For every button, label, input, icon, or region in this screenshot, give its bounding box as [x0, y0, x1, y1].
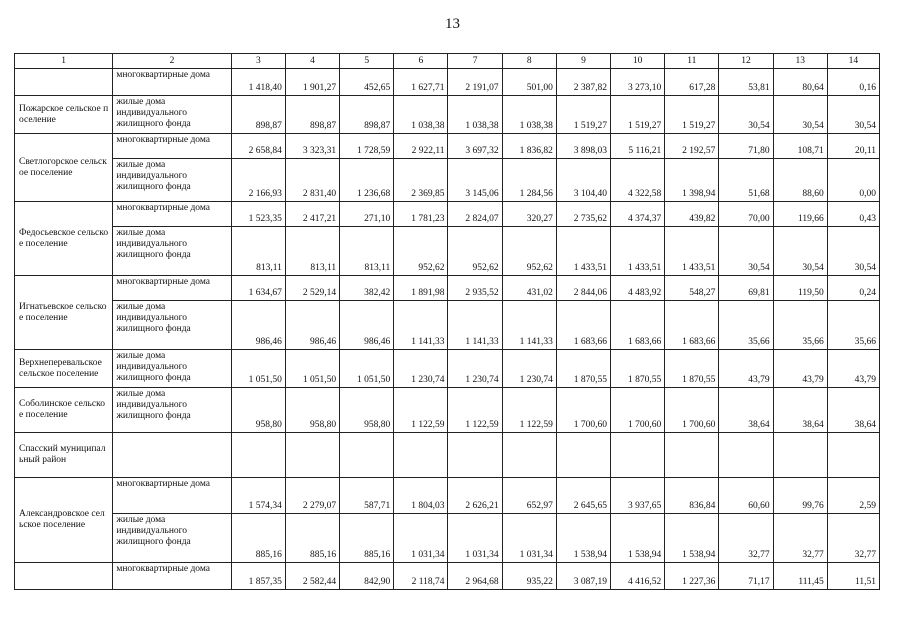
value-cell: 3 087,19 [556, 563, 610, 590]
value-cell: 1 227,36 [665, 563, 719, 590]
table-row [15, 227, 880, 276]
housing-type: жилые дома индивидуального жилищного фонда [113, 514, 231, 563]
value-cell: 60,60 [719, 478, 773, 514]
table-row [15, 433, 880, 478]
table-row [15, 514, 880, 563]
column-header: 6 [394, 54, 448, 69]
settlement-name: Пожарское сельское поселение [15, 96, 113, 134]
column-header: 12 [719, 54, 773, 69]
settlement-name: Федосьевское сельское поселение [15, 202, 113, 276]
housing-type: жилые дома индивидуального жилищного фонда [113, 301, 231, 350]
value-cell: 0,16 [827, 69, 879, 96]
value-cell: 1 781,23 [394, 202, 448, 227]
value-cell: 1 122,59 [448, 388, 502, 433]
value-cell: 3 145,06 [448, 159, 502, 202]
value-cell: 30,54 [827, 227, 879, 276]
value-cell: 1 891,98 [394, 276, 448, 301]
value-cell: 898,87 [340, 96, 394, 134]
column-header: 10 [611, 54, 665, 69]
settlement-name: Светлогорское сельское поселение [15, 134, 113, 202]
value-cell: 382,42 [340, 276, 394, 301]
value-cell: 2 166,93 [231, 159, 285, 202]
column-header: 14 [827, 54, 879, 69]
housing-type: многоквартирные дома [113, 202, 231, 227]
value-cell: 32,77 [827, 514, 879, 563]
column-header: 8 [502, 54, 556, 69]
settlement-name: Спасский муниципальный район [15, 433, 113, 478]
value-cell: 43,79 [773, 350, 827, 388]
value-cell: 501,00 [502, 69, 556, 96]
table-row [15, 478, 880, 514]
value-cell: 958,80 [340, 388, 394, 433]
value-cell: 1 728,59 [340, 134, 394, 159]
value-cell: 4 322,58 [611, 159, 665, 202]
value-cell: 71,80 [719, 134, 773, 159]
column-header: 3 [231, 54, 285, 69]
value-cell: 439,82 [665, 202, 719, 227]
value-cell: 1 683,66 [556, 301, 610, 350]
value-cell: 885,16 [285, 514, 339, 563]
value-cell: 885,16 [340, 514, 394, 563]
value-cell: 842,90 [340, 563, 394, 590]
value-cell: 43,79 [719, 350, 773, 388]
housing-type: жилые дома индивидуального жилищного фонда [113, 388, 231, 433]
value-cell: 1 051,50 [340, 350, 394, 388]
value-cell: 1 870,55 [556, 350, 610, 388]
table-row [15, 69, 880, 96]
value-cell: 5 116,21 [611, 134, 665, 159]
value-cell: 813,11 [231, 227, 285, 276]
value-cell: 0,00 [827, 159, 879, 202]
column-header: 1 [15, 54, 113, 69]
value-cell [665, 433, 719, 478]
value-cell [611, 433, 665, 478]
value-cell: 71,17 [719, 563, 773, 590]
value-cell: 1 031,34 [448, 514, 502, 563]
housing-type: многоквартирные дома [113, 134, 231, 159]
value-cell: 3 104,40 [556, 159, 610, 202]
value-cell: 2 626,21 [448, 478, 502, 514]
housing-type: жилые дома индивидуального жилищного фонда [113, 227, 231, 276]
housing-type: жилые дома индивидуального жилищного фонда [113, 96, 231, 134]
value-cell: 952,62 [502, 227, 556, 276]
value-cell: 958,80 [231, 388, 285, 433]
value-cell: 1 870,55 [665, 350, 719, 388]
value-cell: 1 038,38 [394, 96, 448, 134]
value-cell: 986,46 [231, 301, 285, 350]
value-cell: 2 922,11 [394, 134, 448, 159]
value-cell: 2 417,21 [285, 202, 339, 227]
value-cell: 1 700,60 [665, 388, 719, 433]
settlement-name: Александровское сельское поселение [15, 478, 113, 563]
value-cell: 2 964,68 [448, 563, 502, 590]
value-cell: 952,62 [394, 227, 448, 276]
value-cell: 2 582,44 [285, 563, 339, 590]
value-cell: 1 523,35 [231, 202, 285, 227]
value-cell: 548,27 [665, 276, 719, 301]
table-row [15, 134, 880, 159]
page-number: 13 [445, 16, 460, 32]
value-cell: 1 519,27 [611, 96, 665, 134]
value-cell: 1 051,50 [285, 350, 339, 388]
value-cell: 2 831,40 [285, 159, 339, 202]
value-cell: 1 700,60 [556, 388, 610, 433]
column-number-row [15, 54, 880, 69]
value-cell: 35,66 [827, 301, 879, 350]
value-cell: 320,27 [502, 202, 556, 227]
value-cell: 108,71 [773, 134, 827, 159]
value-cell: 1 236,68 [340, 159, 394, 202]
column-header: 9 [556, 54, 610, 69]
housing-type: многоквартирные дома [113, 69, 231, 96]
value-cell: 3 323,31 [285, 134, 339, 159]
housing-type: многоквартирные дома [113, 478, 231, 514]
table-row [15, 563, 880, 590]
value-cell: 80,64 [773, 69, 827, 96]
housing-type: жилые дома индивидуального жилищного фонда [113, 350, 231, 388]
value-cell: 4 374,37 [611, 202, 665, 227]
value-cell: 1 122,59 [502, 388, 556, 433]
value-cell: 935,22 [502, 563, 556, 590]
table-row [15, 301, 880, 350]
value-cell: 38,64 [773, 388, 827, 433]
value-cell: 2 735,62 [556, 202, 610, 227]
value-cell: 1 574,34 [231, 478, 285, 514]
value-cell: 99,76 [773, 478, 827, 514]
value-cell: 1 901,27 [285, 69, 339, 96]
value-cell: 898,87 [231, 96, 285, 134]
value-cell: 1 122,59 [394, 388, 448, 433]
value-cell: 885,16 [231, 514, 285, 563]
value-cell: 1 634,67 [231, 276, 285, 301]
value-cell: 2 935,52 [448, 276, 502, 301]
value-cell: 2 192,57 [665, 134, 719, 159]
value-cell: 2 645,65 [556, 478, 610, 514]
value-cell: 1 031,34 [394, 514, 448, 563]
settlement-name: Верхнеперевальское сельское поселение [15, 350, 113, 388]
value-cell: 1 683,66 [611, 301, 665, 350]
value-cell: 119,66 [773, 202, 827, 227]
value-cell: 3 937,65 [611, 478, 665, 514]
value-cell [394, 433, 448, 478]
value-cell: 3 697,32 [448, 134, 502, 159]
value-cell: 32,77 [773, 514, 827, 563]
value-cell: 1 627,71 [394, 69, 448, 96]
value-cell: 813,11 [340, 227, 394, 276]
value-cell: 35,66 [719, 301, 773, 350]
value-cell: 119,50 [773, 276, 827, 301]
value-cell: 431,02 [502, 276, 556, 301]
value-cell: 1 700,60 [611, 388, 665, 433]
value-cell: 3 898,03 [556, 134, 610, 159]
column-header: 13 [773, 54, 827, 69]
value-cell [773, 433, 827, 478]
value-cell: 35,66 [773, 301, 827, 350]
table-row [15, 276, 880, 301]
value-cell: 2,59 [827, 478, 879, 514]
value-cell: 1 038,38 [448, 96, 502, 134]
value-cell: 1 418,40 [231, 69, 285, 96]
value-cell: 70,00 [719, 202, 773, 227]
value-cell: 1 538,94 [611, 514, 665, 563]
value-cell: 1 519,27 [556, 96, 610, 134]
value-cell: 1 398,94 [665, 159, 719, 202]
column-header: 5 [340, 54, 394, 69]
value-cell: 30,54 [773, 227, 827, 276]
value-cell: 38,64 [827, 388, 879, 433]
table-row [15, 388, 880, 433]
settlement-name: Игнатьевское сельское поселение [15, 276, 113, 350]
value-cell [719, 433, 773, 478]
value-cell: 1 433,51 [611, 227, 665, 276]
value-cell: 32,77 [719, 514, 773, 563]
value-cell: 1 031,34 [502, 514, 556, 563]
value-cell: 1 538,94 [665, 514, 719, 563]
value-cell: 1 230,74 [394, 350, 448, 388]
value-cell: 30,54 [719, 227, 773, 276]
value-cell: 0,43 [827, 202, 879, 227]
value-cell: 38,64 [719, 388, 773, 433]
value-cell: 1 857,35 [231, 563, 285, 590]
settlement-name: Соболинское сельское поселение [15, 388, 113, 433]
value-cell: 88,60 [773, 159, 827, 202]
value-cell: 1 433,51 [556, 227, 610, 276]
value-cell: 1 804,03 [394, 478, 448, 514]
value-cell: 30,54 [773, 96, 827, 134]
value-cell: 952,62 [448, 227, 502, 276]
value-cell: 271,10 [340, 202, 394, 227]
value-cell: 1 519,27 [665, 96, 719, 134]
value-cell: 43,79 [827, 350, 879, 388]
settlement-name [15, 563, 113, 590]
value-cell: 51,68 [719, 159, 773, 202]
table-row [15, 202, 880, 227]
value-cell: 1 683,66 [665, 301, 719, 350]
value-cell: 898,87 [285, 96, 339, 134]
value-cell: 452,65 [340, 69, 394, 96]
value-cell: 617,28 [665, 69, 719, 96]
column-header: 7 [448, 54, 502, 69]
value-cell: 587,71 [340, 478, 394, 514]
column-header: 11 [665, 54, 719, 69]
value-cell: 1 284,56 [502, 159, 556, 202]
value-cell: 2 191,07 [448, 69, 502, 96]
value-cell: 1 433,51 [665, 227, 719, 276]
value-cell: 2 844,06 [556, 276, 610, 301]
value-cell: 836,84 [665, 478, 719, 514]
value-cell: 1 870,55 [611, 350, 665, 388]
tariff-table [14, 53, 880, 590]
value-cell: 53,81 [719, 69, 773, 96]
value-cell [502, 433, 556, 478]
value-cell: 11,51 [827, 563, 879, 590]
table-row [15, 350, 880, 388]
value-cell: 4 483,92 [611, 276, 665, 301]
value-cell: 1 836,82 [502, 134, 556, 159]
value-cell: 2 658,84 [231, 134, 285, 159]
value-cell: 1 038,38 [502, 96, 556, 134]
value-cell: 958,80 [285, 388, 339, 433]
value-cell: 1 230,74 [502, 350, 556, 388]
value-cell: 986,46 [285, 301, 339, 350]
value-cell [827, 433, 879, 478]
value-cell [556, 433, 610, 478]
value-cell: 0,24 [827, 276, 879, 301]
value-cell [340, 433, 394, 478]
value-cell: 986,46 [340, 301, 394, 350]
value-cell: 2 118,74 [394, 563, 448, 590]
value-cell: 2 279,07 [285, 478, 339, 514]
value-cell: 1 141,33 [502, 301, 556, 350]
value-cell: 111,45 [773, 563, 827, 590]
value-cell: 30,54 [827, 96, 879, 134]
value-cell: 2 387,82 [556, 69, 610, 96]
value-cell: 1 051,50 [231, 350, 285, 388]
table-row [15, 159, 880, 202]
value-cell [285, 433, 339, 478]
value-cell: 1 230,74 [448, 350, 502, 388]
value-cell [448, 433, 502, 478]
value-cell: 2 824,07 [448, 202, 502, 227]
housing-type: многоквартирные дома [113, 276, 231, 301]
housing-type [113, 433, 231, 478]
value-cell: 4 416,52 [611, 563, 665, 590]
column-header: 2 [113, 54, 231, 69]
value-cell: 20,11 [827, 134, 879, 159]
value-cell: 69,81 [719, 276, 773, 301]
settlement-name [15, 69, 113, 96]
value-cell: 1 538,94 [556, 514, 610, 563]
value-cell [231, 433, 285, 478]
value-cell: 3 273,10 [611, 69, 665, 96]
housing-type: многоквартирные дома [113, 563, 231, 590]
value-cell: 2 529,14 [285, 276, 339, 301]
column-header: 4 [285, 54, 339, 69]
table-row [15, 96, 880, 134]
housing-type: жилые дома индивидуального жилищного фонда [113, 159, 231, 202]
value-cell: 1 141,33 [394, 301, 448, 350]
value-cell: 652,97 [502, 478, 556, 514]
value-cell: 30,54 [719, 96, 773, 134]
value-cell: 2 369,85 [394, 159, 448, 202]
value-cell: 813,11 [285, 227, 339, 276]
value-cell: 1 141,33 [448, 301, 502, 350]
